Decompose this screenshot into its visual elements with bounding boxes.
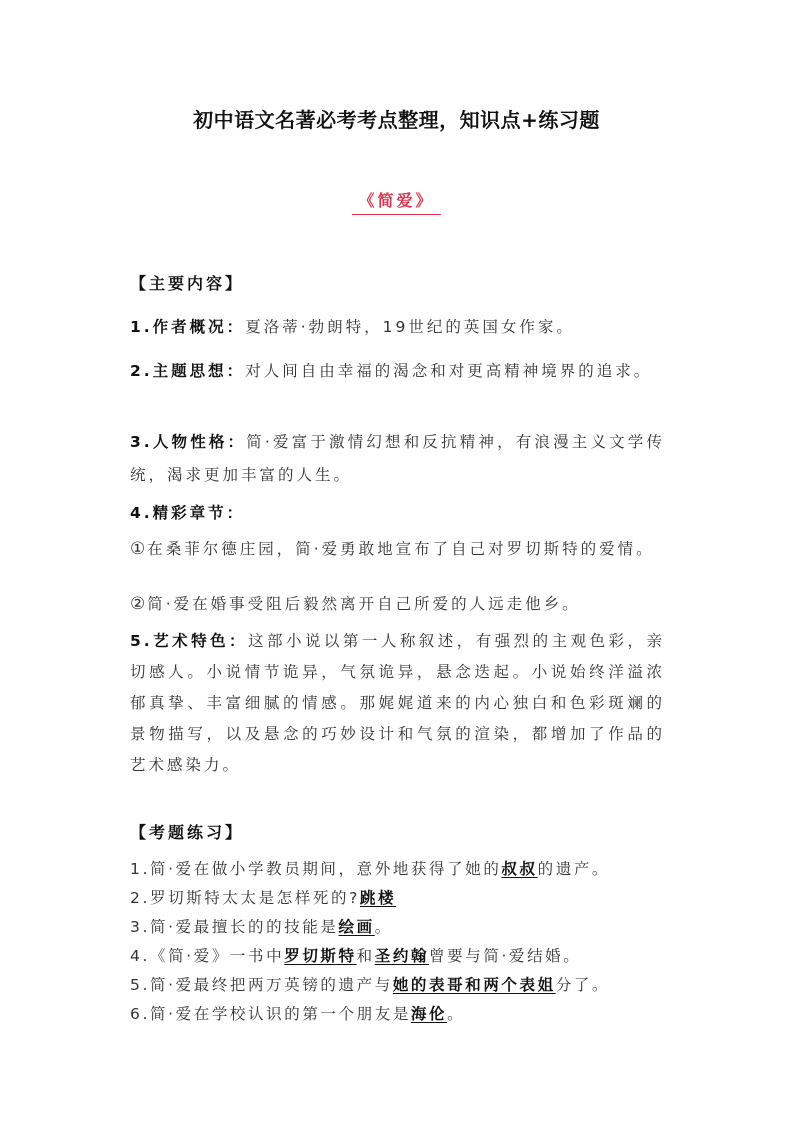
item-theme-label: 2.主题思想： xyxy=(130,362,246,380)
question-6-answer: 海伦 xyxy=(410,1005,448,1023)
item-theme-text: 对人间自由幸福的渴念和对更高精神境界的追求。 xyxy=(245,362,653,380)
question-2-answer: 跳楼 xyxy=(359,889,397,907)
question-4-tail: 曾要与简·爱结婚。 xyxy=(429,947,582,965)
item-character-label: 3.人物性格： xyxy=(130,433,247,451)
item-art-label: 5.艺术特色： xyxy=(130,632,249,650)
item-theme xyxy=(130,355,665,388)
question-5-tail: 分了。 xyxy=(555,976,611,994)
question-5-answer: 她的表哥和两个表姐 xyxy=(392,976,556,994)
item-chapters-label: 4.精彩章节： xyxy=(130,504,246,522)
question-4 xyxy=(130,944,670,966)
item-character xyxy=(130,426,665,492)
question-1 xyxy=(130,857,670,879)
question-4-answer-2: 圣约翰 xyxy=(374,947,430,965)
item-author-label: 1.作者概况： xyxy=(130,318,246,336)
item-author xyxy=(130,311,665,344)
question-3-answer: 绘画 xyxy=(338,918,375,936)
question-3 xyxy=(130,915,670,937)
question-4-mid: 和 xyxy=(356,947,375,965)
question-1-tail: 的遗产。 xyxy=(537,860,611,878)
chapter-1 xyxy=(130,536,665,562)
item-art-text: 这部小说以第一人称叙述，有强烈的主观色彩，亲切感人。小说情节诡异，气氛诡异，悬念迭起。小说始终洋溢浓郁真挚、丰富细腻的情感。那娓娓道来的内心独白和色彩斑斓的景物描写，以及悬念的巧妙设计和气氛的渲染，都增加了作品的艺术感染力。 xyxy=(130,632,665,774)
question-1-text: 1.简·爱在做小学教员期间，意外地获得了她的 xyxy=(130,860,502,878)
item-art xyxy=(130,626,665,781)
question-6 xyxy=(130,1002,670,1024)
item-chapters xyxy=(130,497,665,530)
chapter-1-text: 在桑菲尔德庄园，简·爱勇敢地宣布了自己对罗切斯特的爱情。 xyxy=(147,540,655,558)
page-title: 初中语文名著必考考点整理，知识点+练习题 xyxy=(193,108,600,132)
item-author-text: 夏洛蒂·勃朗特，19世纪的英国女作家。 xyxy=(245,318,575,336)
item-character-text: 简·爱富于激情幻想和反抗精神，有浪漫主义文学传统，渴求更加丰富的人生。 xyxy=(130,433,665,484)
chapter-1-marker: ① xyxy=(130,539,146,559)
question-6-tail: 。 xyxy=(447,1005,466,1023)
question-2-text: 2.罗切斯特太太是怎样死的? xyxy=(130,889,360,907)
chapter-2 xyxy=(130,591,665,617)
question-1-answer: 叔叔 xyxy=(501,860,538,878)
question-5 xyxy=(130,973,670,995)
chapter-2-marker: ② xyxy=(130,594,146,614)
subtitle-wrap xyxy=(0,188,793,215)
chapter-2-text: 简·爱在婚事受阻后毅然离开自己所爱的人远走他乡。 xyxy=(147,595,581,613)
question-4-answer-1: 罗切斯特 xyxy=(284,947,357,965)
question-3-text: 3.简·爱最擅长的的技能是 xyxy=(130,918,339,936)
question-3-tail: 。 xyxy=(374,918,393,936)
section-main-heading: 【主要内容】 xyxy=(130,274,245,293)
question-6-text: 6.简·爱在学校认识的第一个朋友是 xyxy=(130,1005,411,1023)
question-2 xyxy=(130,886,670,908)
question-5-text: 5.简·爱最终把两万英镑的遗产与 xyxy=(130,976,393,994)
section-practice-heading: 【考题练习】 xyxy=(130,823,245,842)
book-title: 《简爱》 xyxy=(352,188,440,215)
question-4-text: 4.《简·爱》一书中 xyxy=(130,947,285,965)
